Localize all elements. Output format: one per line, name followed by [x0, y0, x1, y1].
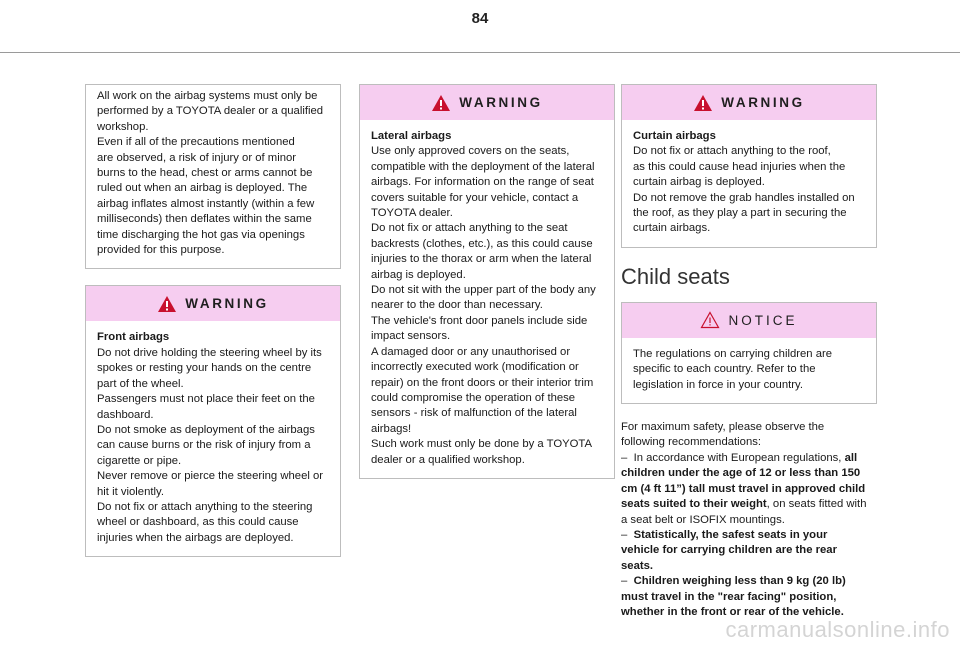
warning-line: part of the wheel. — [97, 377, 184, 390]
warning-line: curtain airbags. — [633, 222, 711, 235]
warning-line: dashboard. — [97, 408, 154, 421]
curtain-airbags-warning-box — [621, 84, 877, 248]
warning-title: Curtain airbags — [633, 130, 716, 142]
airbag-intro-box — [85, 84, 341, 269]
warning-line: Do not fix or attach anything to the steering — [97, 500, 313, 513]
notice-triangle-icon — [700, 311, 720, 329]
warning-title: Front airbags — [97, 331, 170, 344]
warning-label: WARNING — [459, 95, 543, 110]
intro-line: milliseconds) then deflates within the same — [97, 213, 312, 226]
column-1 — [85, 84, 341, 573]
warning-line: backrests (clothes, etc.), as this could cause — [371, 237, 593, 250]
rec-line: seats suited to their weight, on seats fitted with — [621, 498, 867, 511]
warning-line: Never remove or pierce the steering wheel or — [97, 470, 324, 483]
warning-line: Do not fix or attach anything to the seat — [371, 222, 568, 235]
warning-line: Passengers must not place their feet on the — [97, 393, 315, 406]
rec-line: For maximum safety, please observe the — [621, 421, 825, 434]
warning-line: Do not fix or attach anything to the roof, — [633, 145, 831, 158]
intro-line: Even if all of the precautions mentioned — [97, 136, 295, 149]
intro-line: provided for this purpose. — [97, 244, 225, 257]
warning-triangle-icon — [431, 94, 451, 112]
warning-line: airbag is deployed. — [371, 268, 466, 281]
warning-line: nearer to the door than necessary. — [371, 299, 543, 312]
rec-bold-line: seats. — [621, 559, 654, 572]
warning-line: could compromise the operation of these — [371, 391, 576, 404]
rec-line: a seat belt or ISOFIX mountings. — [621, 513, 785, 526]
rec-bold-line: vehicle for carrying children are the rear — [621, 544, 837, 557]
warning-label: WARNING — [721, 95, 805, 110]
warning-line: TOYOTA dealer. — [371, 207, 453, 220]
intro-line: burns to the head, chest or arms cannot be — [97, 167, 313, 180]
lateral-airbags-warning-box — [359, 84, 615, 479]
rec-bullet-line: – Statistically, the safest seats in your — [621, 528, 828, 541]
warning-line: Use only approved covers on the seats, — [371, 145, 570, 158]
warning-line: compatible with the deployment of the lateral — [371, 160, 595, 173]
warning-line: as this could cause head injuries when the — [633, 160, 846, 173]
intro-line: time discharging the hot gas via openings — [97, 228, 305, 241]
warning-line: spokes or resting your hands on the centre — [97, 362, 312, 375]
rec-bold-line: children under the age of 12 or less than 150 — [621, 467, 861, 480]
warning-line: airbags! — [371, 422, 412, 435]
warning-line: cigarette or pipe. — [97, 454, 182, 467]
intro-line: are observed, a risk of injury or of minor — [97, 151, 297, 164]
warning-line: Do not smoke as deployment of the airbags — [97, 423, 315, 436]
warning-line: impact sensors. — [371, 330, 451, 343]
column-2 — [359, 84, 615, 495]
warning-line: The vehicle's front door panels include side — [371, 314, 588, 327]
rec-bold-line: whether in the front or rear of the vehicle. — [621, 605, 844, 618]
warning-line: the roof, as they play a part in securing the — [633, 207, 847, 220]
intro-line: performed by a TOYOTA dealer or a qualified — [97, 105, 324, 118]
rec-bold-line: must travel in the "rear facing" position, — [621, 590, 837, 603]
intro-line: airbag inflates almost instantly (within a few — [97, 197, 315, 210]
warning-triangle-icon — [157, 295, 177, 313]
header-divider — [0, 52, 960, 53]
child-seat-recommendations — [621, 420, 877, 620]
warning-line: wheel or dashboard, as this could cause — [97, 516, 299, 529]
column-3 — [621, 84, 877, 620]
notice-line: specific to each country. Refer to the — [633, 363, 816, 376]
watermark: carmanualsonline.info — [725, 617, 950, 642]
intro-line: All work on the airbag systems must only be — [97, 90, 318, 102]
warning-line: curtain airbag is deployed. — [633, 176, 765, 189]
warning-line: incorrectly executed work (modification or — [371, 361, 579, 374]
warning-line: sensors - risk of malfunction of the lateral — [371, 407, 577, 420]
warning-line: Do not drive holding the steering wheel by its — [97, 346, 322, 359]
warning-line: injuries when the airbags are deployed. — [97, 531, 294, 544]
warning-line: A damaged door or any unauthorised or — [371, 345, 571, 358]
warning-line: dealer or a qualified workshop. — [371, 453, 525, 466]
warning-line: can cause burns or the risk of injury from a — [97, 439, 311, 452]
warning-line: injuries to the thorax or arm when the lateral — [371, 253, 592, 266]
warning-line: airbags. For information on the range of seat — [371, 176, 594, 189]
rec-bold-line: cm (4 ft 11”) tall must travel in approved child — [621, 482, 866, 495]
intro-line: workshop. — [97, 120, 149, 133]
front-airbags-warning-box — [85, 285, 341, 557]
warning-label: WARNING — [185, 296, 269, 312]
rec-line: following recommendations: — [621, 436, 762, 449]
notice-line: The regulations on carrying children are — [633, 347, 833, 360]
warning-title: Lateral airbags — [371, 130, 452, 142]
notice-box — [621, 302, 877, 404]
notice-line: legislation in force in your country. — [633, 378, 803, 391]
warning-line: Do not remove the grab handles installed on — [633, 191, 855, 204]
page-number: 84 — [471, 10, 489, 27]
warning-header — [622, 85, 876, 120]
warning-line: covers suitable for your vehicle, contact a — [371, 191, 579, 204]
notice-label: NOTICE — [728, 312, 798, 328]
warning-line: repair) on the front doors or their interior trim — [371, 376, 594, 389]
warning-line: hit it violently. — [97, 485, 164, 498]
rec-bullet-line: – Children weighing less than 9 kg (20 lb) — [621, 575, 846, 588]
warning-triangle-icon — [693, 94, 713, 112]
warning-line: Such work must only be done by a TOYOTA — [371, 438, 593, 451]
section-title-child-seats: Child seats — [621, 263, 730, 289]
warning-header — [86, 286, 340, 321]
warning-header — [360, 85, 614, 120]
notice-header — [622, 303, 876, 338]
intro-line: ruled out when an airbag is deployed. The — [97, 182, 308, 195]
rec-bullet-line: – In accordance with European regulations, all — [621, 451, 858, 464]
warning-line: Do not sit with the upper part of the body any — [371, 284, 596, 297]
